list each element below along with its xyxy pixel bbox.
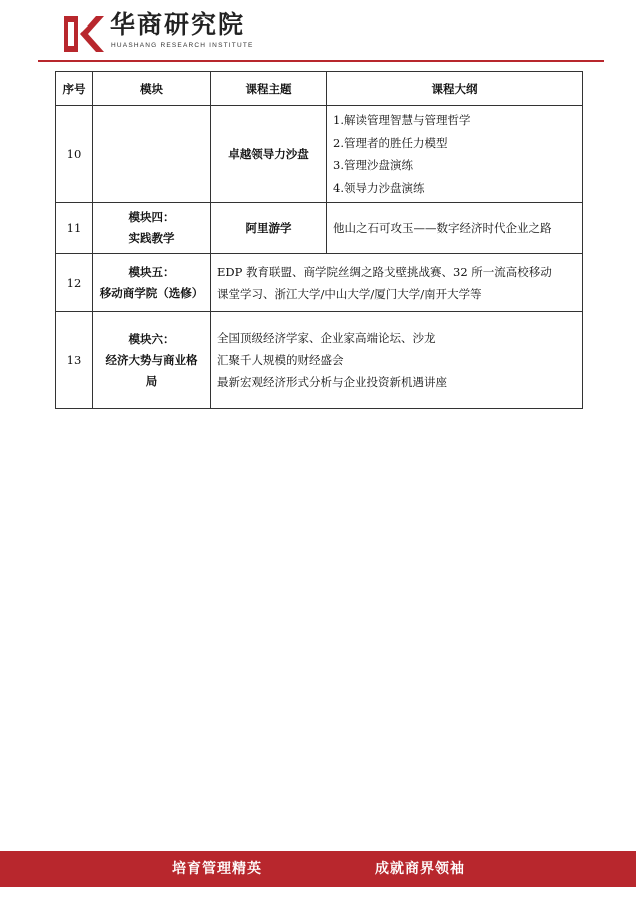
footer-bottom-margin [0, 887, 636, 900]
content-line: 汇聚千人规模的财经盛会 [217, 353, 344, 367]
logo-english-name: HUASHANG RESEARCH INSTITUTE [111, 42, 254, 49]
outline-line: 4.领导力沙盘演练 [333, 180, 425, 195]
row-module [93, 106, 211, 203]
content-line: 课堂学习、浙江大学/中山大学/厦门大学/南开大学等 [217, 286, 482, 301]
row-content [211, 312, 583, 409]
content-line: 全国顶级经济学家、企业家高端论坛、沙龙 [217, 331, 436, 345]
table-row [56, 312, 583, 409]
outline-line: 3.管理沙盘演练 [333, 158, 413, 172]
outline-line: 2.管理者的胜任力模型 [333, 135, 448, 150]
table-header-row [56, 72, 583, 106]
row-topic: 阿里游学 [211, 203, 327, 254]
page-footer [0, 851, 636, 887]
footer-slogan-left: 培育管理精英 [172, 861, 262, 877]
header-module: 模块 [93, 72, 211, 106]
row-outline [327, 203, 583, 254]
module-line: 模块五： [128, 264, 175, 279]
row-number: 10 [56, 106, 93, 203]
content-line: EDP 教育联盟、商学院丝绸之路戈壁挑战赛、32 所一流高校移动 [217, 264, 552, 279]
outline-line: 1.解读管理智慧与管理哲学 [333, 113, 471, 127]
huashang-logo-icon [62, 14, 104, 54]
header-number: 序号 [56, 72, 93, 106]
table-row [56, 106, 583, 203]
row-number: 13 [56, 312, 93, 409]
header-divider [38, 60, 604, 62]
header-outline: 课程大纲 [327, 72, 583, 106]
row-module [93, 203, 211, 254]
content-line: 最新宏观经济形式分析与企业投资新机遇讲座 [217, 375, 447, 389]
module-line: 实践教学 [128, 231, 175, 245]
row-module [93, 254, 211, 312]
logo-chinese-name: 华商研究院 [110, 10, 246, 39]
module-line: 局 [145, 373, 158, 388]
row-outline [327, 106, 583, 203]
table-row [56, 254, 583, 312]
page-header [0, 0, 636, 62]
table-row [56, 203, 583, 254]
module-line: 经济大势与商业格 [105, 352, 198, 367]
row-topic: 卓越领导力沙盘 [211, 106, 327, 203]
outline-line: 他山之石可攻玉——数字经济时代企业之路 [333, 220, 552, 235]
footer-slogan-right: 成就商界领袖 [375, 861, 465, 877]
row-number: 12 [56, 254, 93, 312]
module-line: 模块六： [128, 331, 175, 346]
header-topic: 课程主题 [211, 72, 327, 106]
course-syllabus-table [55, 71, 583, 409]
row-module [93, 312, 211, 409]
module-line: 模块四： [128, 210, 175, 224]
module-line: 移动商学院（选修） [99, 285, 204, 300]
row-number: 11 [56, 203, 93, 254]
row-content [211, 254, 583, 312]
